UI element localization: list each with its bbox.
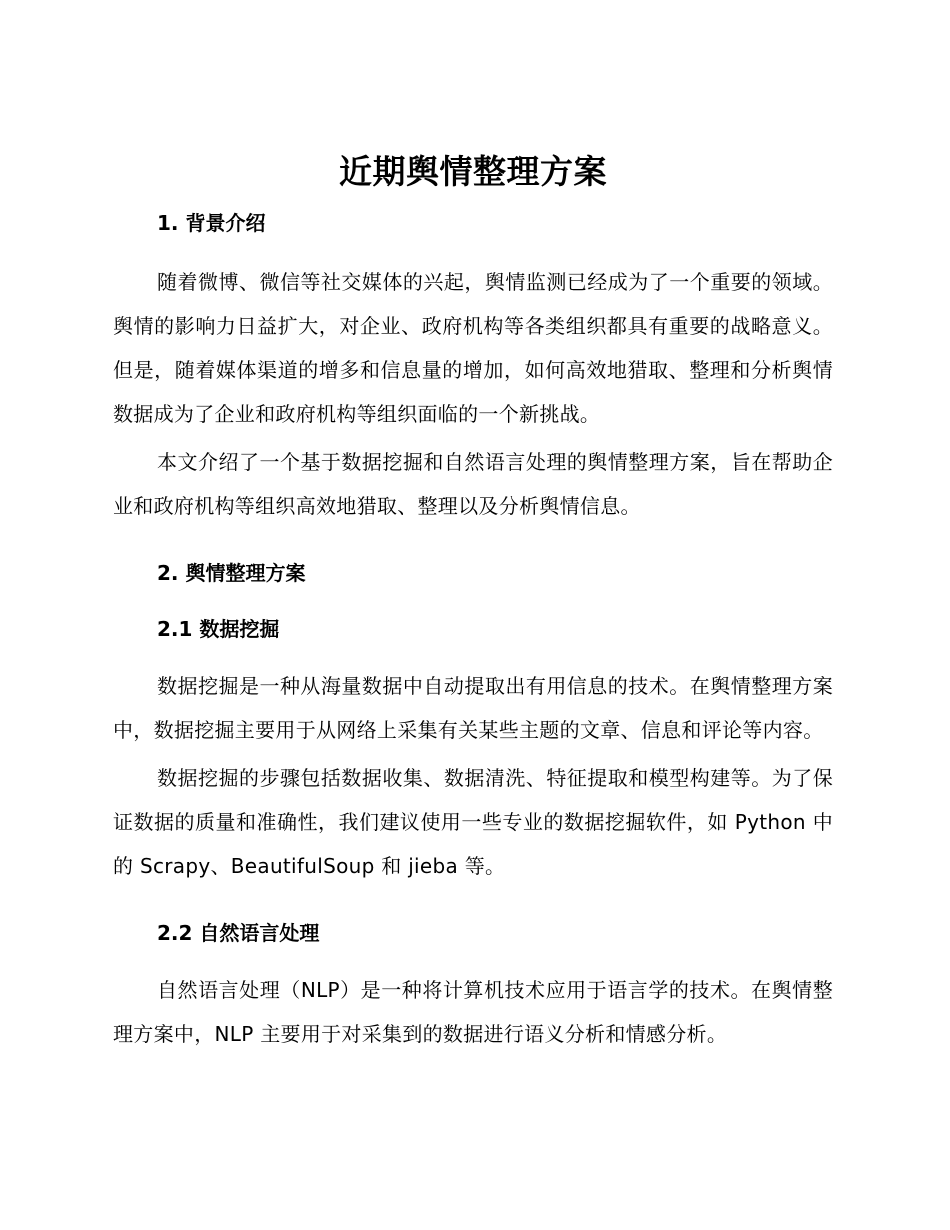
paragraph-background-1: 随着微博、微信等社交媒体的兴起，舆情监测已经成为了一个重要的领域。舆情的影响力日益扩大，对企业、政府机构等各类组织都具有重要的战略意义。但是，随着媒体渠道的增多和信息量的增加，如何高效地猎取、整理和分析舆情数据成为了企业和政府机构等组织面临的一个新挑战。 [113, 270, 833, 426]
section-heading-data-mining: 2.1 数据挖掘 [157, 617, 280, 641]
paragraph-data-mining-2: 数据挖掘的步骤包括数据收集、数据清洗、特征提取和模型构建等。为了保证数据的质量和准确性，我们建议使用一些专业的数据挖掘软件，如 Python 中的 Scrapy、BeautifulSoup 和 jieba 等。 [113, 766, 833, 878]
document-title: 近期舆情整理方案 [339, 152, 607, 191]
section-heading-nlp: 2.2 自然语言处理 [157, 921, 320, 945]
paragraph-data-mining-1: 数据挖掘是一种从海量数据中自动提取出有用信息的技术。在舆情整理方案中，数据挖掘主要用于从网络上采集有关某些主题的文章、信息和评论等内容。 [113, 674, 833, 742]
section-heading-plan: 2. 舆情整理方案 [157, 561, 306, 585]
paragraph-nlp-1: 自然语言处理（NLP）是一种将计算机技术应用于语言学的技术。在舆情整理方案中，NLP 主要用于对采集到的数据进行语义分析和情感分析。 [113, 978, 833, 1046]
section-heading-background: 1. 背景介绍 [157, 211, 266, 235]
paragraph-background-2: 本文介绍了一个基于数据挖掘和自然语言处理的舆情整理方案，旨在帮助企业和政府机构等组织高效地猎取、整理以及分析舆情信息。 [113, 450, 833, 518]
document-body [113, 150, 833, 1056]
